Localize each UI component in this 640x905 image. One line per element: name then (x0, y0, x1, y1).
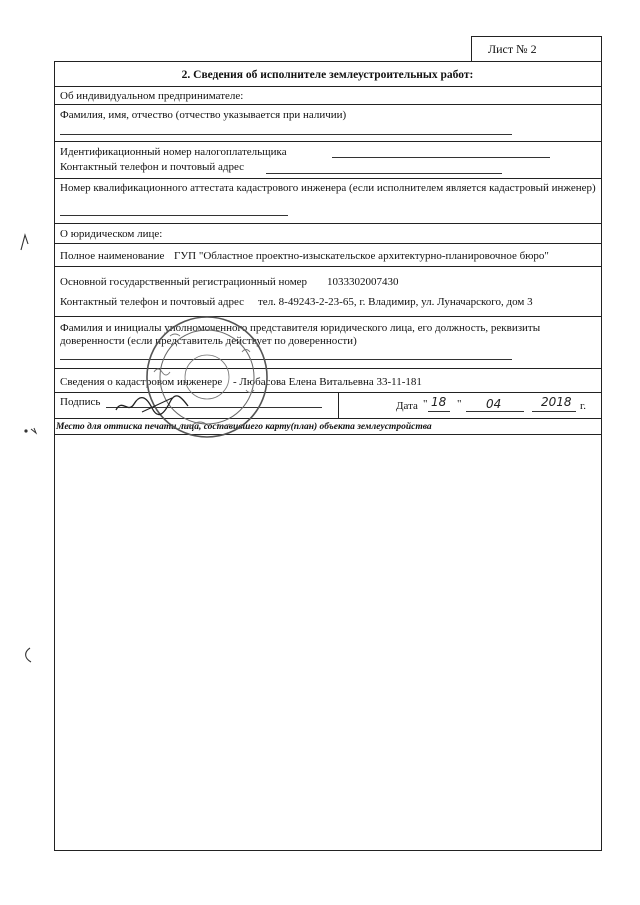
date-label: Дата (396, 400, 418, 412)
row-divider (54, 418, 601, 419)
frame-top (54, 61, 601, 62)
frame-bottom (54, 850, 602, 851)
legal-ogrn-value: 1033302007430 (327, 276, 399, 288)
row-divider (54, 266, 601, 267)
date-day-field (428, 411, 450, 412)
legal-contacts-value: тел. 8-49243-2-23-65, г. Владимир, ул. Луначарского, дом 3 (258, 296, 533, 308)
legal-name-value: ГУП "Областное проектно-изыскательское архитектурно-планировочное бюро" (174, 250, 549, 262)
individual-fio-label: Фамилия, имя, отчество (отчество указывается при наличии) (60, 109, 347, 121)
margin-mark-icon (22, 426, 40, 436)
row-divider (54, 86, 601, 87)
date-year: 2018 (541, 395, 572, 409)
frame-right (601, 36, 602, 850)
section-title: 2. Сведения об исполнителе землеустроительных работ: (181, 69, 474, 81)
date-year-field (532, 411, 576, 412)
date-quote-open: " (423, 398, 428, 410)
row-divider (54, 104, 601, 105)
legal-rep-label: Фамилия и инициалы уполномоченного представителя юридического лица, его должность, реквизиты доверенности (если представитель действует по доверенности) (60, 322, 541, 347)
seal-stamp-image (142, 312, 272, 442)
date-year-suffix: г. (580, 400, 587, 412)
legal-name-label: Полное наименование (60, 250, 165, 262)
row-divider (54, 141, 601, 142)
date-month: 04 (486, 397, 502, 411)
individual-heading: Об индивидуальном предпринимателе: (60, 90, 244, 102)
stamp-area-label: Место для оттиска печати лица, составившего карту(план) объекта землеустройства (56, 422, 432, 432)
legal-contacts-label: Контактный телефон и почтовый адрес (60, 296, 245, 308)
row-divider (54, 223, 601, 224)
date-month-field (466, 411, 524, 412)
row-divider (54, 316, 601, 317)
engineer-label: Сведения о кадастровом инженере (60, 376, 223, 388)
margin-mark-icon (18, 232, 32, 252)
sheet-label: Лист № 2 (488, 42, 537, 56)
engineer-value: - Любасова Елена Витальевна 33-11-181 (233, 376, 422, 388)
individual-inn-field (332, 157, 550, 158)
individual-fio-field (60, 134, 512, 135)
sheet-box-top (471, 36, 601, 37)
row-divider (54, 368, 601, 369)
signature-label: Подпись (60, 396, 101, 408)
individual-cert-label: Номер квалификационного аттестата кадастрового инженера (если исполнителем является кадастровый инженер) (60, 182, 596, 194)
row-divider (54, 178, 601, 179)
signature-divider (338, 392, 339, 418)
sheet-box-left (471, 36, 472, 61)
legal-rep-field (60, 359, 512, 360)
individual-contacts-field (266, 173, 502, 174)
margin-mark-icon (22, 646, 34, 664)
date-quote-close: " (457, 398, 462, 410)
individual-contacts-label: Контактный телефон и почтовый адрес (60, 161, 245, 173)
frame-left (54, 61, 55, 850)
individual-inn-label: Идентификационный номер налогоплательщика (60, 146, 287, 158)
row-divider (54, 434, 601, 435)
individual-cert-field (60, 215, 288, 216)
legal-heading: О юридическом лице: (60, 228, 163, 240)
legal-ogrn-label: Основной государственный регистрационный номер (60, 276, 308, 288)
signature-image (112, 392, 192, 418)
date-day: 18 (431, 395, 447, 409)
row-divider (54, 243, 601, 244)
